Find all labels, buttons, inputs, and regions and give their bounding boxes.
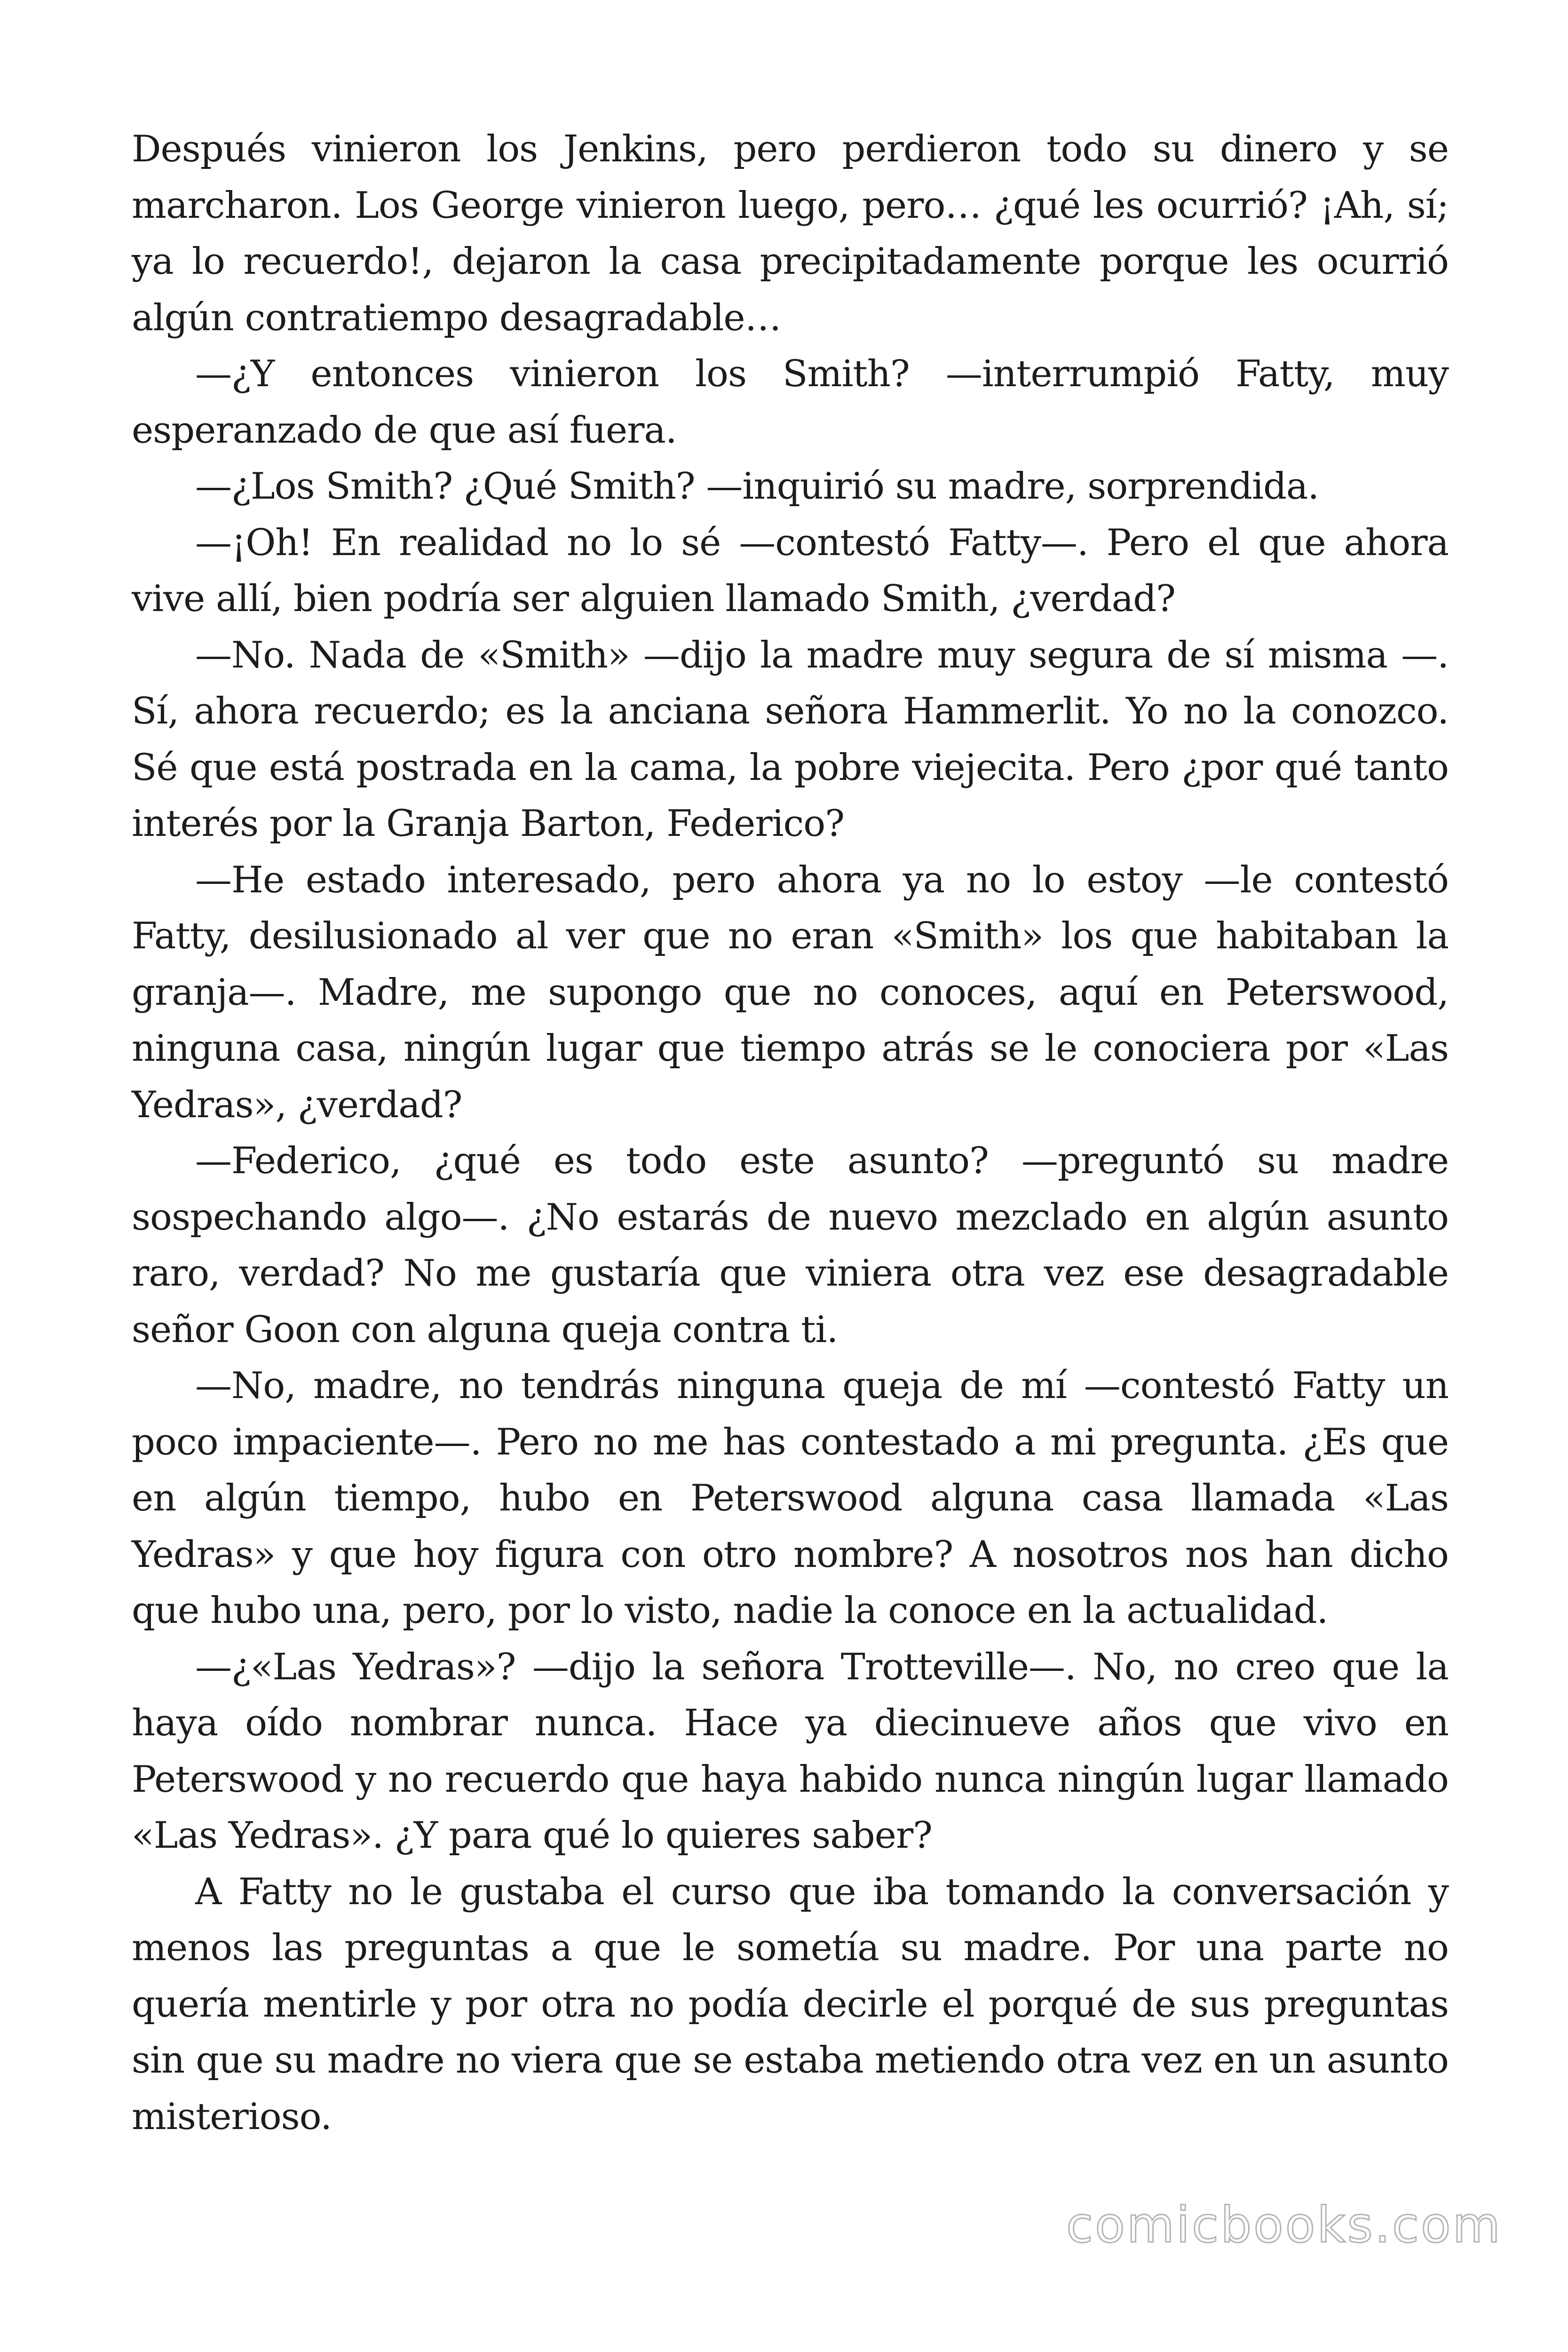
page-body: [132, 121, 1449, 2145]
paragraph: —¿Y entonces vinieron los Smith? —interrumpió Fatty, muy esperanzado de que así fuera.: [132, 353, 1449, 452]
watermark: comicbooks.com: [1066, 2196, 1502, 2254]
paragraph: —¡Oh! En realidad no lo sé —contestó Fatty—. Pero el que ahora vive allí, bien podría ser alguien llamado Smith, ¿verdad?: [132, 521, 1449, 620]
paragraph: A Fatty no le gustaba el curso que iba tomando la conversación y menos las preguntas a que le sometía su madre. Por una parte no quería mentirle y por otra no podía decirle el porqué de sus preguntas sin que su madre no viera que se estaba metiendo otra vez en un asunto misterioso.: [132, 1870, 1449, 2138]
paragraph: Después vinieron los Jenkins, pero perdieron todo su dinero y se marcharon. Los George vinieron luego, pero… ¿qué les ocurrió? ¡Ah, sí; ya lo recuerdo!, dejaron la casa precipitadamente porque les ocurrió algún contratiempo desagradable…: [132, 128, 1449, 339]
paragraph: —¿Los Smith? ¿Qué Smith? —inquirió su madre, sorprendida.: [195, 465, 1319, 508]
paragraph: —He estado interesado, pero ahora ya no lo estoy —le contestó Fatty, desilusionado al ver que no eran «Smith» los que habitaban la granja—. Madre, me supongo que no conoces, aquí en Peterswood, ninguna casa, ningún lugar que tiempo atrás se le conociera por «Las Yedras», ¿verdad?: [132, 858, 1449, 1126]
paragraph: —Federico, ¿qué es todo este asunto? —preguntó su madre sospechando algo—. ¿No estarás de nuevo mezclado en algún asunto raro, verdad? No me gustaría que viniera otra vez ese desagradable señor Goon con alguna queja contra ti.: [132, 1140, 1449, 1351]
paragraph: —No. Nada de «Smith» —dijo la madre muy segura de sí misma —. Sí, ahora recuerdo; es la anciana señora Hammerlit. Yo no la conozco. Sé que está postrada en la cama, la pobre viejecita. Pero ¿por qué tanto interés por la Granja Barton, Federico?: [132, 634, 1449, 845]
paragraph: —¿«Las Yedras»? —dijo la señora Trotteville—. No, no creo que la haya oído nombrar nunca. Hace ya diecinueve años que vivo en Peterswood y no recuerdo que haya habido nunca ningún lugar llamado «Las Yedras». ¿Y para qué lo quieres saber?: [132, 1645, 1449, 1857]
paragraph: —No, madre, no tendrás ninguna queja de mí —contestó Fatty un poco impaciente—. Pero no me has contestado a mi pregunta. ¿Es que en algún tiempo, hubo en Peterswood alguna casa llamada «Las Yedras» y que hoy figura con otro nombre? A nosotros nos han dicho que hubo una, pero, por lo visto, nadie la conoce en la actualidad.: [132, 1365, 1449, 1632]
